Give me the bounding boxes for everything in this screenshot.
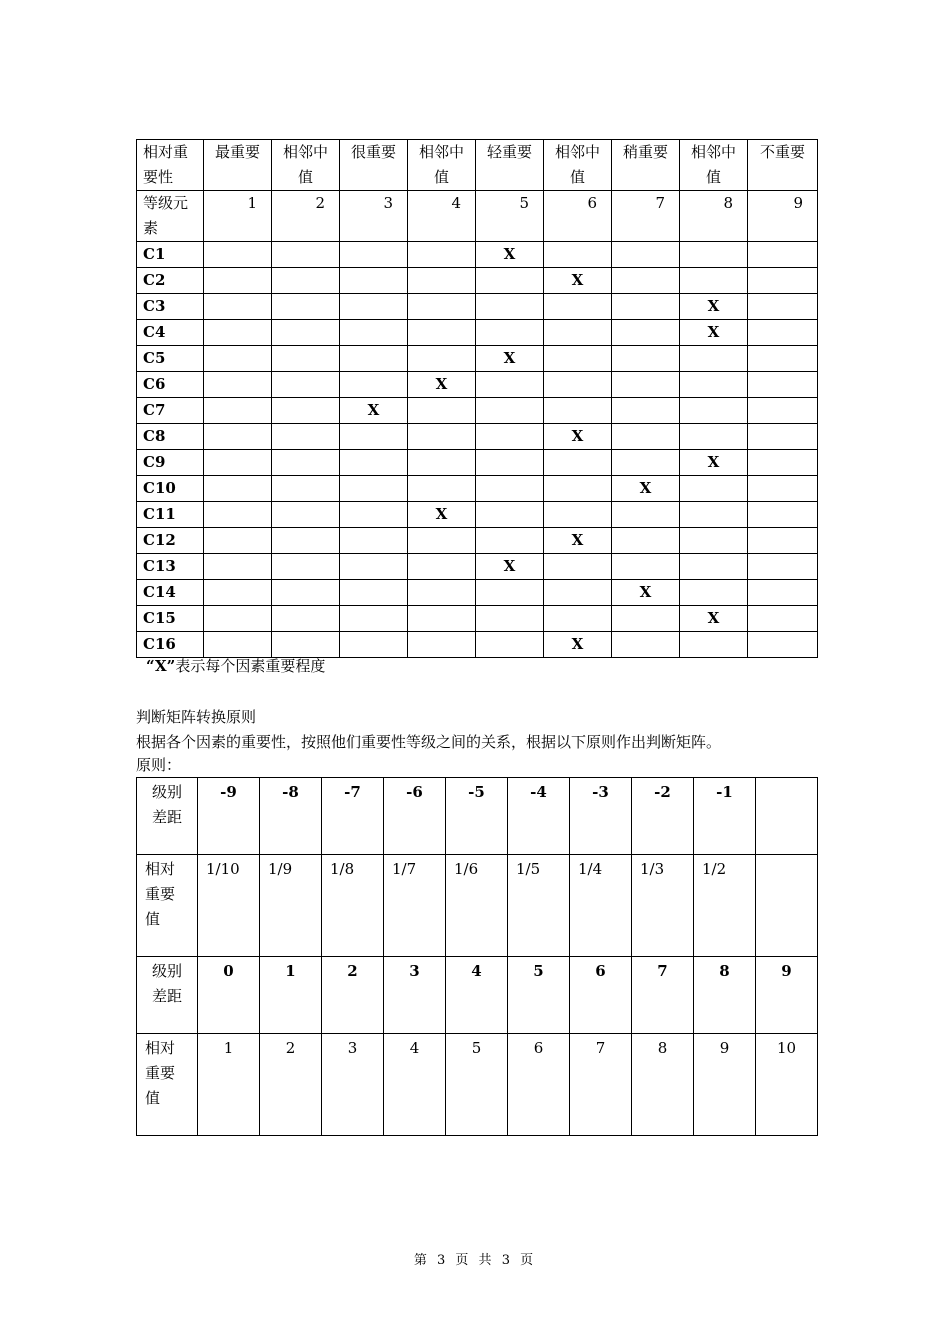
note-mark: “X”: [146, 657, 176, 675]
rating-cell: [408, 580, 476, 606]
rating-cell: [204, 320, 272, 346]
value-cell: 0: [198, 957, 260, 1034]
rating-cell: [204, 268, 272, 294]
rating-cell: [748, 528, 818, 554]
value-cell: 2: [260, 1034, 322, 1136]
rating-cell: [272, 606, 340, 632]
element-name-cell: C8: [137, 424, 204, 450]
rating-cell: [680, 580, 748, 606]
value-cell: -9: [198, 778, 260, 855]
rating-cell: [204, 294, 272, 320]
rating-cell: [204, 606, 272, 632]
value-cell: 8: [632, 1034, 694, 1136]
element-name-cell: C4: [137, 320, 204, 346]
rating-cell: [748, 580, 818, 606]
value-cell: 1/8: [322, 855, 384, 957]
element-name-cell: C12: [137, 528, 204, 554]
rating-cell: X: [680, 294, 748, 320]
rating-cell: [476, 268, 544, 294]
element-name-cell: C6: [137, 372, 204, 398]
header-cell: 轻重要: [476, 140, 544, 191]
header-cell: 很重要: [340, 140, 408, 191]
grade-label-cell: 等级元素: [137, 191, 204, 242]
rating-cell: [272, 320, 340, 346]
level-gap-row: [137, 778, 818, 855]
row-label-cell: 相对重要值: [137, 1034, 198, 1136]
rating-cell: [680, 372, 748, 398]
rating-cell: [340, 632, 408, 658]
rating-cell: [544, 476, 612, 502]
rating-cell: [272, 242, 340, 268]
rating-cell: [476, 528, 544, 554]
header-cell: 相邻中值: [544, 140, 612, 191]
rating-cell: X: [680, 320, 748, 346]
rating-cell: [476, 632, 544, 658]
table-row: [137, 346, 818, 372]
row-label-cell: 级别差距: [137, 957, 198, 1034]
value-cell: 1/2: [694, 855, 756, 957]
rating-cell: [748, 242, 818, 268]
rating-cell: [476, 372, 544, 398]
rating-cell: [204, 502, 272, 528]
rating-cell: [748, 398, 818, 424]
grade-cell: 4: [408, 191, 476, 242]
value-cell: 6: [570, 957, 632, 1034]
importance-rating-table: [136, 139, 818, 658]
table-row: [137, 450, 818, 476]
note-text: 表示每个因素重要程度: [175, 657, 326, 675]
value-cell: -5: [446, 778, 508, 855]
rating-cell: [748, 450, 818, 476]
rating-cell: [680, 554, 748, 580]
rating-cell: [612, 632, 680, 658]
rating-cell: [204, 580, 272, 606]
rating-cell: X: [680, 450, 748, 476]
grade-cell: 9: [748, 191, 818, 242]
table-row: [137, 398, 818, 424]
table-row: [137, 606, 818, 632]
rating-cell: [680, 424, 748, 450]
rating-cell: [204, 450, 272, 476]
element-name-cell: C15: [137, 606, 204, 632]
value-cell: 2: [322, 957, 384, 1034]
rating-cell: [272, 476, 340, 502]
rating-cell: [748, 554, 818, 580]
value-cell: 1: [260, 957, 322, 1034]
rating-cell: [340, 372, 408, 398]
element-name-cell: C10: [137, 476, 204, 502]
element-name-cell: C5: [137, 346, 204, 372]
rating-cell: [408, 346, 476, 372]
value-cell: 3: [384, 957, 446, 1034]
rating-cell: [612, 606, 680, 632]
rating-cell: [272, 268, 340, 294]
page-footer: 第 3 页 共 3 页: [413, 1253, 537, 1268]
rating-cell: [204, 528, 272, 554]
rating-cell: X: [544, 632, 612, 658]
rating-cell: [272, 580, 340, 606]
header-cell: 相邻中值: [680, 140, 748, 191]
element-name-cell: C11: [137, 502, 204, 528]
rating-cell: [544, 450, 612, 476]
value-cell: 1/4: [570, 855, 632, 957]
rating-cell: X: [408, 372, 476, 398]
rating-cell: [748, 372, 818, 398]
rating-cell: [612, 294, 680, 320]
value-cell: 10: [756, 1034, 818, 1136]
row-label-cell: 相对重要值: [137, 855, 198, 957]
value-cell: 1/3: [632, 855, 694, 957]
table-row: [137, 502, 818, 528]
rating-cell: [408, 242, 476, 268]
value-cell: 1/5: [508, 855, 570, 957]
rating-cell: [748, 346, 818, 372]
rating-cell: [272, 528, 340, 554]
grade-cell: 2: [272, 191, 340, 242]
rating-cell: [544, 554, 612, 580]
header-cell: 最重要: [204, 140, 272, 191]
value-cell: 6: [508, 1034, 570, 1136]
value-cell: -3: [570, 778, 632, 855]
rating-cell: [340, 346, 408, 372]
rating-cell: [272, 372, 340, 398]
relative-value-row: [137, 855, 818, 957]
rating-cell: [476, 502, 544, 528]
value-cell: 1/6: [446, 855, 508, 957]
rating-cell: [408, 398, 476, 424]
value-cell: 3: [322, 1034, 384, 1136]
rating-cell: X: [476, 346, 544, 372]
rating-cell: [204, 242, 272, 268]
header-cell: 相邻中值: [408, 140, 476, 191]
rating-cell: [748, 424, 818, 450]
table-row: [137, 320, 818, 346]
rating-cell: [748, 294, 818, 320]
rating-cell: [272, 502, 340, 528]
header-corner-cell: 相对重要性: [137, 140, 204, 191]
table-row: [137, 554, 818, 580]
element-name-cell: C16: [137, 632, 204, 658]
element-name-cell: C7: [137, 398, 204, 424]
element-name-cell: C13: [137, 554, 204, 580]
value-cell: 4: [384, 1034, 446, 1136]
rating-cell: [748, 320, 818, 346]
rating-cell: [476, 320, 544, 346]
rating-cell: [748, 476, 818, 502]
rating-cell: [612, 372, 680, 398]
rating-cell: [408, 476, 476, 502]
rating-cell: [612, 502, 680, 528]
element-name-cell: C2: [137, 268, 204, 294]
rating-cell: X: [544, 424, 612, 450]
rating-cell: [476, 398, 544, 424]
value-cell: 9: [694, 1034, 756, 1136]
value-cell: 1/10: [198, 855, 260, 957]
rating-cell: [272, 554, 340, 580]
rating-cell: [748, 502, 818, 528]
rating-cell: [748, 606, 818, 632]
relative-value-row: [137, 1034, 818, 1136]
rating-cell: [612, 554, 680, 580]
rating-cell: [544, 320, 612, 346]
table-row: [137, 242, 818, 268]
value-cell: 7: [570, 1034, 632, 1136]
rating-cell: [340, 580, 408, 606]
rating-cell: [544, 346, 612, 372]
table-row: [137, 268, 818, 294]
rating-cell: [544, 372, 612, 398]
table-row: [137, 580, 818, 606]
rating-cell: [340, 242, 408, 268]
value-cell: 1: [198, 1034, 260, 1136]
rating-cell: [204, 476, 272, 502]
rating-cell: [544, 242, 612, 268]
conversion-table: [136, 777, 818, 1136]
level-gap-row: [137, 957, 818, 1034]
rating-cell: X: [680, 606, 748, 632]
rating-cell: [680, 346, 748, 372]
value-cell: -7: [322, 778, 384, 855]
rating-cell: [340, 268, 408, 294]
rating-cell: [544, 606, 612, 632]
rating-cell: [340, 320, 408, 346]
rating-cell: [680, 476, 748, 502]
rating-cell: [408, 554, 476, 580]
rating-cell: [544, 398, 612, 424]
principle-label: 原则：: [136, 756, 182, 774]
rating-cell: [340, 294, 408, 320]
value-cell: -8: [260, 778, 322, 855]
rating-cell: X: [612, 580, 680, 606]
rating-cell: [544, 580, 612, 606]
rating-cell: [612, 242, 680, 268]
value-cell: 8: [694, 957, 756, 1034]
rating-cell: X: [476, 554, 544, 580]
rating-cell: [408, 294, 476, 320]
rating-cell: [680, 632, 748, 658]
rating-cell: [748, 268, 818, 294]
rating-cell: [408, 450, 476, 476]
rating-cell: [680, 268, 748, 294]
value-cell: 5: [446, 1034, 508, 1136]
rating-cell: [408, 632, 476, 658]
grade-row: [137, 191, 818, 242]
description-text: 根据各个因素的重要性，按照他们重要性等级之间的关系，根据以下原则作出判断矩阵。: [136, 733, 722, 751]
value-cell: -1: [694, 778, 756, 855]
rating-cell: [272, 424, 340, 450]
rating-cell: [544, 294, 612, 320]
rating-cell: [272, 398, 340, 424]
rating-cell: [204, 424, 272, 450]
element-name-cell: C14: [137, 580, 204, 606]
rating-cell: [612, 268, 680, 294]
value-cell: 9: [756, 957, 818, 1034]
element-name-cell: C9: [137, 450, 204, 476]
grade-cell: 7: [612, 191, 680, 242]
rating-cell: [272, 294, 340, 320]
rating-cell: X: [408, 502, 476, 528]
rating-cell: X: [544, 528, 612, 554]
rating-cell: [612, 320, 680, 346]
rating-cell: [408, 528, 476, 554]
table-row: [137, 476, 818, 502]
rating-cell: [272, 450, 340, 476]
rating-cell: [612, 398, 680, 424]
grade-cell: 3: [340, 191, 408, 242]
rating-cell: [272, 346, 340, 372]
value-cell: [756, 778, 818, 855]
rating-cell: [476, 424, 544, 450]
grade-cell: 8: [680, 191, 748, 242]
grade-cell: 6: [544, 191, 612, 242]
rating-cell: [680, 502, 748, 528]
value-cell: 1/9: [260, 855, 322, 957]
rating-cell: [612, 528, 680, 554]
table-row: [137, 528, 818, 554]
rating-cell: [476, 476, 544, 502]
rating-cell: [748, 632, 818, 658]
rating-cell: [340, 476, 408, 502]
grade-cell: 1: [204, 191, 272, 242]
rating-cell: X: [340, 398, 408, 424]
rating-cell: [612, 346, 680, 372]
value-cell: 4: [446, 957, 508, 1034]
grade-cell: 5: [476, 191, 544, 242]
table-row: [137, 294, 818, 320]
element-name-cell: C1: [137, 242, 204, 268]
rating-cell: [340, 528, 408, 554]
rating-cell: [204, 372, 272, 398]
rating-cell: X: [476, 242, 544, 268]
rating-cell: [340, 502, 408, 528]
rating-cell: X: [612, 476, 680, 502]
rating-cell: [544, 502, 612, 528]
value-cell: -2: [632, 778, 694, 855]
rating-cell: [340, 606, 408, 632]
rating-cell: X: [544, 268, 612, 294]
header-cell: 稍重要: [612, 140, 680, 191]
rating-cell: [476, 450, 544, 476]
header-cell: 不重要: [748, 140, 818, 191]
rating-cell: [476, 606, 544, 632]
rating-cell: [476, 580, 544, 606]
value-cell: -4: [508, 778, 570, 855]
section-title: 判断矩阵转换原则: [136, 708, 257, 726]
header-row: [137, 140, 818, 191]
rating-cell: [680, 528, 748, 554]
rating-cell: [612, 424, 680, 450]
value-cell: 1/7: [384, 855, 446, 957]
rating-cell: [204, 398, 272, 424]
element-name-cell: C3: [137, 294, 204, 320]
value-cell: [756, 855, 818, 957]
rating-cell: [408, 320, 476, 346]
rating-cell: [476, 294, 544, 320]
rating-cell: [340, 424, 408, 450]
value-cell: -6: [384, 778, 446, 855]
table-row: [137, 424, 818, 450]
rating-cell: [340, 450, 408, 476]
rating-cell: [408, 606, 476, 632]
rating-cell: [204, 554, 272, 580]
table-row: [137, 372, 818, 398]
table-note: [146, 654, 325, 679]
rating-cell: [408, 268, 476, 294]
rating-cell: [612, 450, 680, 476]
rating-cell: [204, 346, 272, 372]
rating-cell: [680, 242, 748, 268]
rating-cell: [340, 554, 408, 580]
header-cell: 相邻中值: [272, 140, 340, 191]
rating-cell: [408, 424, 476, 450]
value-cell: 5: [508, 957, 570, 1034]
row-label-cell: 级别差距: [137, 778, 198, 855]
rating-cell: [680, 398, 748, 424]
value-cell: 7: [632, 957, 694, 1034]
